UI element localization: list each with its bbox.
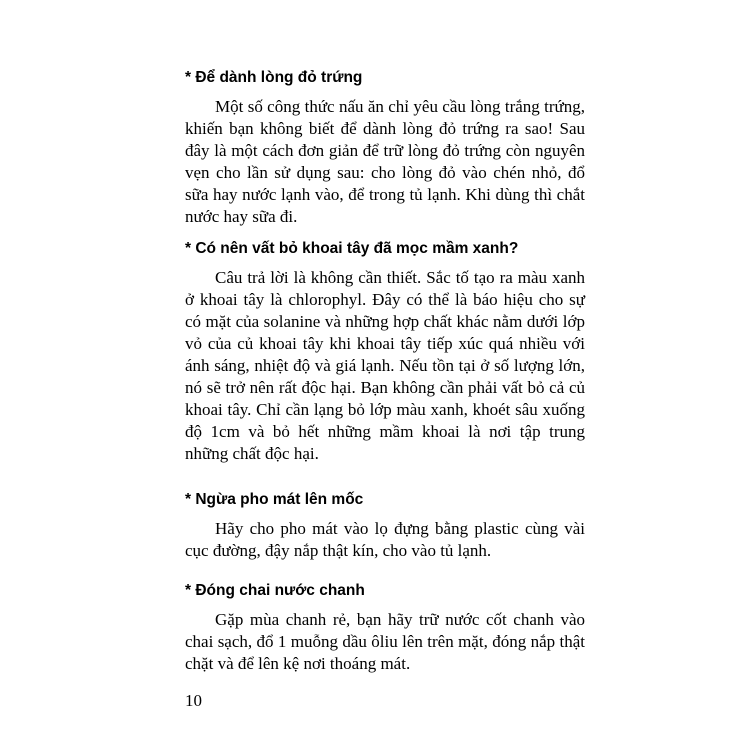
section-heading: * Đóng chai nước chanh — [185, 582, 365, 599]
section-egg-yolk — [185, 68, 585, 228]
section-lemon-juice — [185, 581, 585, 675]
section-heading: * Có nên vất bỏ khoai tây đã mọc mầm xanh? — [185, 240, 519, 257]
section-body: Gặp mùa chanh rẻ, bạn hãy trữ nước cốt chanh vào chai sạch, đổ 1 muỗng dầu ôliu lên trên mặt, đóng nắp thật chặt và để lên kệ nơi thoáng mát. — [185, 610, 585, 673]
section-heading: * Để dành lòng đỏ trứng — [185, 69, 363, 86]
section-body: Câu trả lời là không cần thiết. Sắc tố tạo ra màu xanh ở khoai tây là chlorophyl. Đây có thể là báo hiệu cho sự có mặt của solanine và những hợp chất khác nằm dưới lớp vỏ của củ khoai tây khi khoai tây tiếp xúc quá nhiều với ánh sáng, nhiệt độ và giá lạnh. Nếu tồn tại ở số lượng lớn, nó sẽ trở nên rất độc hại. Bạn không cần phải vất bỏ cả củ khoai tây. Chỉ cần lạng bỏ lớp màu xanh, khoét sâu xuống độ 1cm và bỏ hết những mầm khoai là nơi tập trung những chất độc hại. — [185, 268, 585, 463]
section-green-potato — [185, 239, 585, 465]
page-number: 10 — [185, 691, 202, 710]
section-cheese-mold — [185, 490, 585, 562]
section-body: Một số công thức nấu ăn chỉ yêu cầu lòng trắng trứng, khiến bạn không biết để dành lòng đỏ trứng ra sao! Sau đây là một cách đơn giản để trữ lòng đỏ trứng còn nguyên vẹn cho lần sử dụng sau: cho lòng đỏ vào chén nhỏ, đổ sữa hay nước lạnh vào, để trong tủ lạnh. Khi dùng thì chắt nước hay sữa đi. — [185, 97, 585, 226]
section-body: Hãy cho pho mát vào lọ đựng bằng plastic cùng vài cục đường, đậy nắp thật kín, cho vào tủ lạnh. — [185, 519, 585, 560]
section-heading: * Ngừa pho mát lên mốc — [185, 491, 364, 508]
